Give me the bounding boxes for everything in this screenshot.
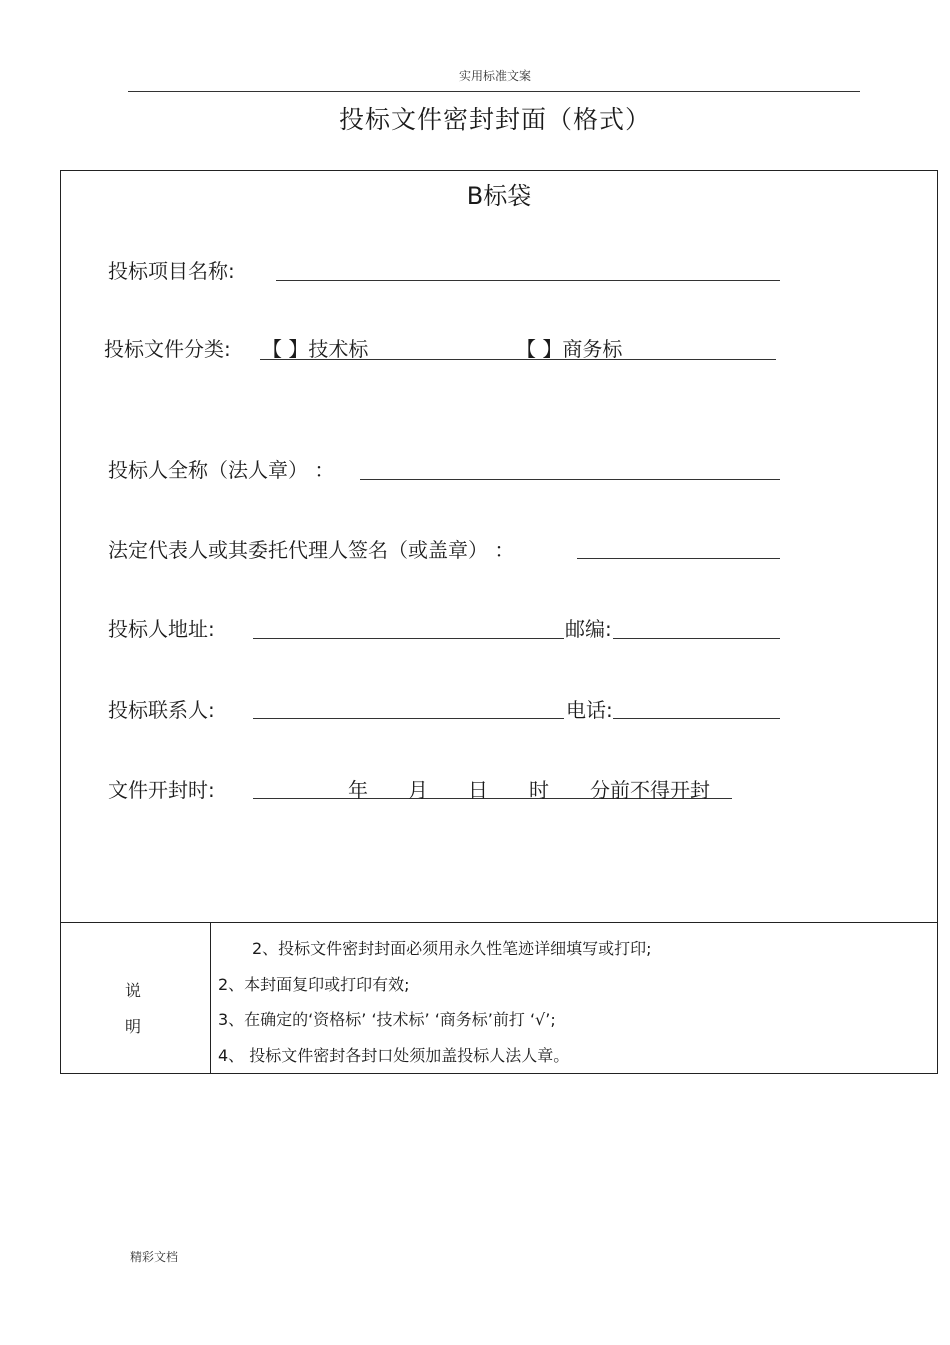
option-technical[interactable]: 【 】技术标 [262,337,369,361]
contact-field[interactable] [253,718,564,719]
notes-side-label-2: 明 [125,1017,142,1036]
open-time-hour: 时 [529,778,549,802]
representative-field[interactable] [577,558,780,559]
notes-separator [60,922,938,923]
note-item: 4、 投标文件密封各封口处须加盖投标人法人章。 [218,1046,570,1065]
address-field[interactable] [253,638,564,639]
note-item: 2、本封面复印或打印有效; [218,975,410,994]
open-time-month: 月 [408,778,428,802]
option-business[interactable]: 【 】商务标 [516,337,623,361]
open-time-day: 日 [468,778,488,802]
note-item: 2、投标文件密封封面必须用永久性笔迹详细填写或打印; [252,939,652,958]
note-item: 3、在确定的‘资格标’ ‘技术标’ ‘商务标’前打 ‘√’; [218,1010,556,1029]
bidder-name-label: 投标人全称（法人章） ： [108,458,335,482]
postcode-field[interactable] [613,638,780,639]
project-name-label: 投标项目名称: [108,259,235,283]
document-title: 投标文件密封封面（格式） [338,105,651,134]
open-time-suffix: 分前不得开封 [590,778,710,802]
phone-label: 电话: [566,698,613,722]
open-time-year: 年 [348,778,368,802]
contact-label: 投标联系人: [108,698,215,722]
open-time-label: 文件开封时: [108,778,215,802]
bag-label: B标袋 [466,182,532,210]
page-header: 实用标准文案 [458,69,531,83]
notes-side-label-1: 说 [125,981,142,1000]
representative-label: 法定代表人或其委托代理人签名（或盖章） ： [108,538,515,562]
page-footer: 精彩文档 [130,1250,179,1264]
phone-field[interactable] [613,718,780,719]
project-name-field[interactable] [276,280,780,281]
bidder-name-field[interactable] [360,479,780,480]
category-label: 投标文件分类: [104,337,231,361]
category-underline [260,359,776,360]
notes-column-divider [210,922,211,1074]
postcode-label: 邮编: [565,617,612,641]
address-label: 投标人地址: [108,617,215,641]
header-rule [128,91,860,92]
